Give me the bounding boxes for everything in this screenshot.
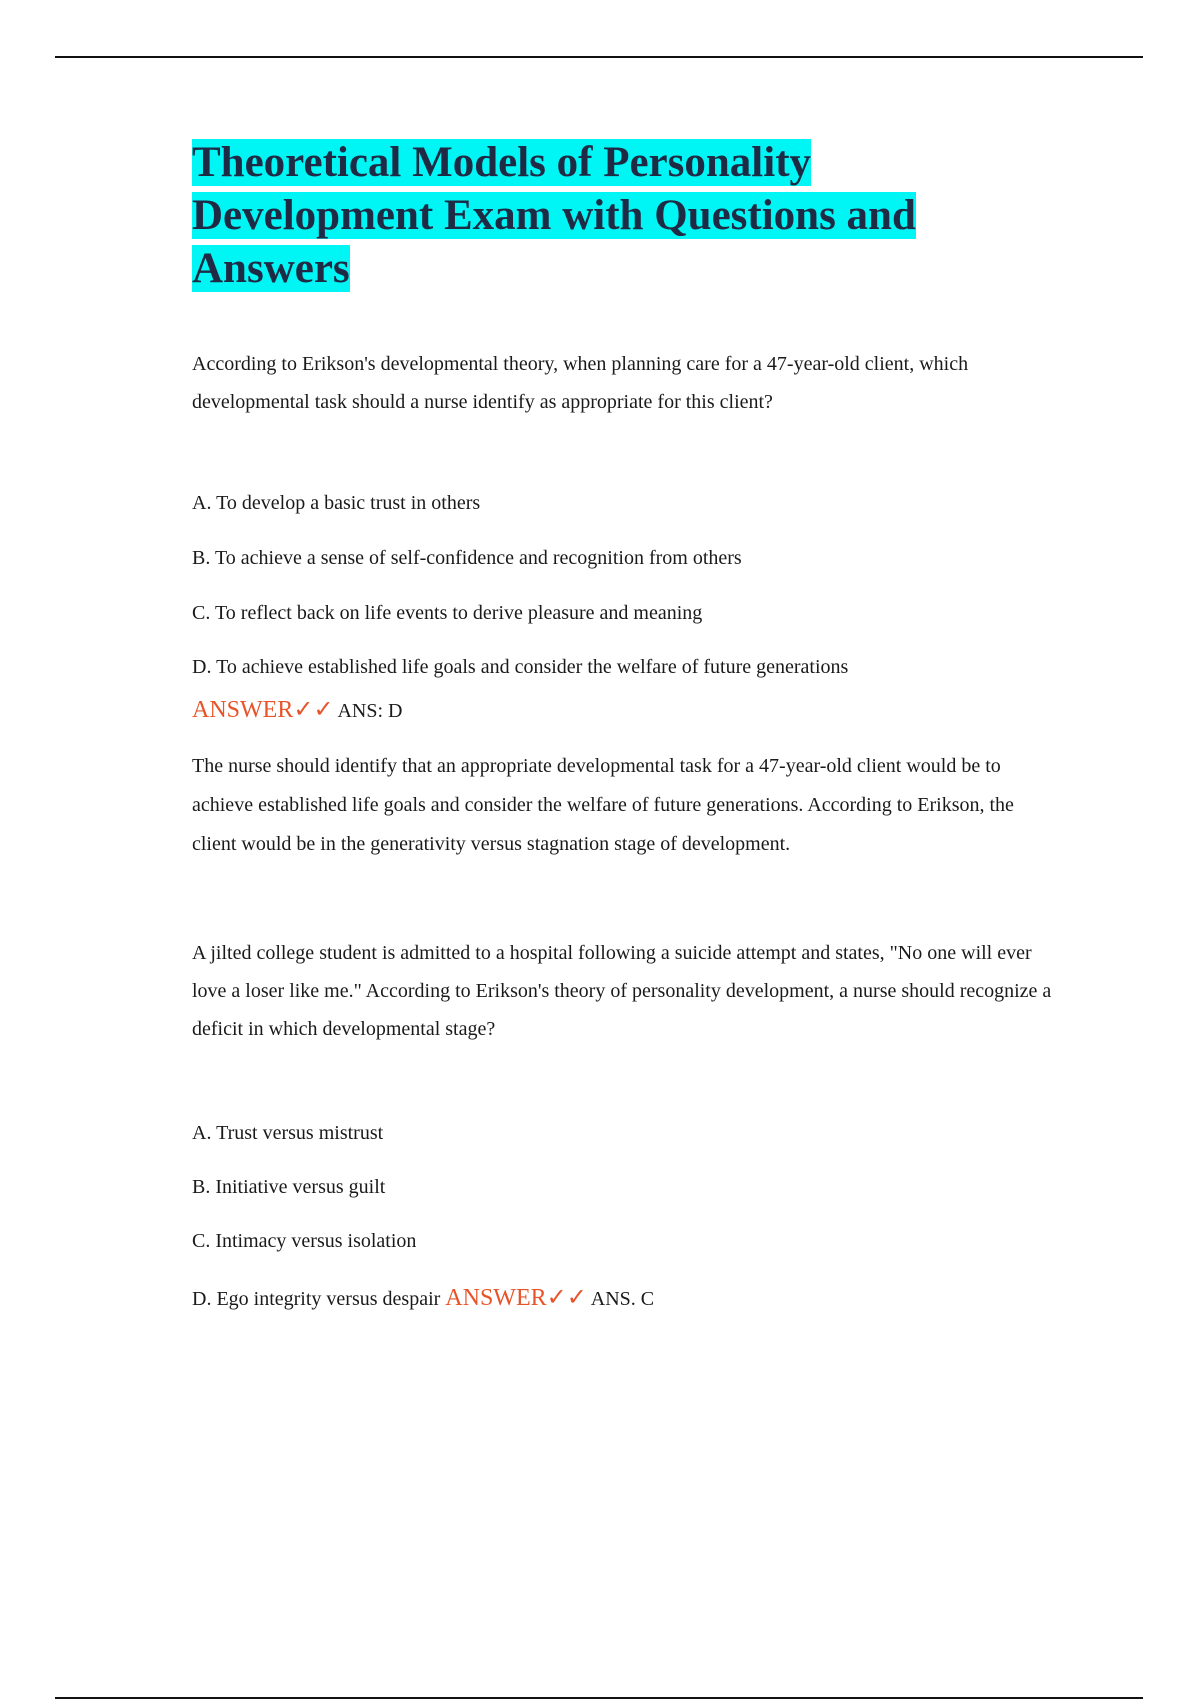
answer-value: ANS: D bbox=[337, 700, 403, 722]
answer-tag: ANSWER✓✓ bbox=[445, 1285, 587, 1311]
question-1-option-a: A. To develop a basic trust in others bbox=[192, 492, 481, 514]
question-2-option-d: D. Ego integrity versus despair bbox=[192, 1288, 441, 1310]
question-1 bbox=[192, 345, 1052, 864]
bottom-rule bbox=[55, 1697, 1143, 1699]
question-1-text: According to Erikson's developmental theory, when planning care for a 47-year-old client, which developmental task should a nurse identify as appropriate for this client? bbox=[192, 353, 969, 413]
question-2-option-c: C. Intimacy versus isolation bbox=[192, 1230, 417, 1252]
question-2-option-a: A. Trust versus mistrust bbox=[192, 1122, 384, 1144]
question-1-answer bbox=[192, 692, 1052, 729]
question-2-option-d-row bbox=[192, 1280, 1052, 1317]
answer-tag: ANSWER✓✓ bbox=[192, 697, 334, 723]
question-1-option-d: D. To achieve established life goals and consider the welfare of future generations bbox=[192, 656, 849, 678]
question-2-option-b: B. Initiative versus guilt bbox=[192, 1176, 386, 1198]
question-1-option-b: B. To achieve a sense of self-confidence and recognition from others bbox=[192, 547, 742, 569]
document-title bbox=[192, 136, 1052, 295]
document-body bbox=[192, 136, 1052, 1317]
question-2-text: A jilted college student is admitted to a hospital following a suicide attempt and states, "No one will ever love a loser like me." According to Erikson's theory of personality development, a nurse should recognize a deficit in which developmental stage? bbox=[192, 942, 1052, 1040]
title-highlight: Theoretical Models of Personality Development Exam with Questions and Answers bbox=[192, 139, 916, 292]
top-rule bbox=[55, 56, 1143, 58]
question-1-option-c: C. To reflect back on life events to derive pleasure and meaning bbox=[192, 602, 703, 624]
question-1-explanation: The nurse should identify that an appropriate developmental task for a 47-year-old client would be to achieve established life goals and consider the welfare of future generations. According to Erikson, the client would be in the generativity versus stagnation stage of development. bbox=[192, 755, 1014, 855]
question-2 bbox=[192, 934, 1052, 1317]
answer-value: ANS. C bbox=[590, 1288, 655, 1310]
